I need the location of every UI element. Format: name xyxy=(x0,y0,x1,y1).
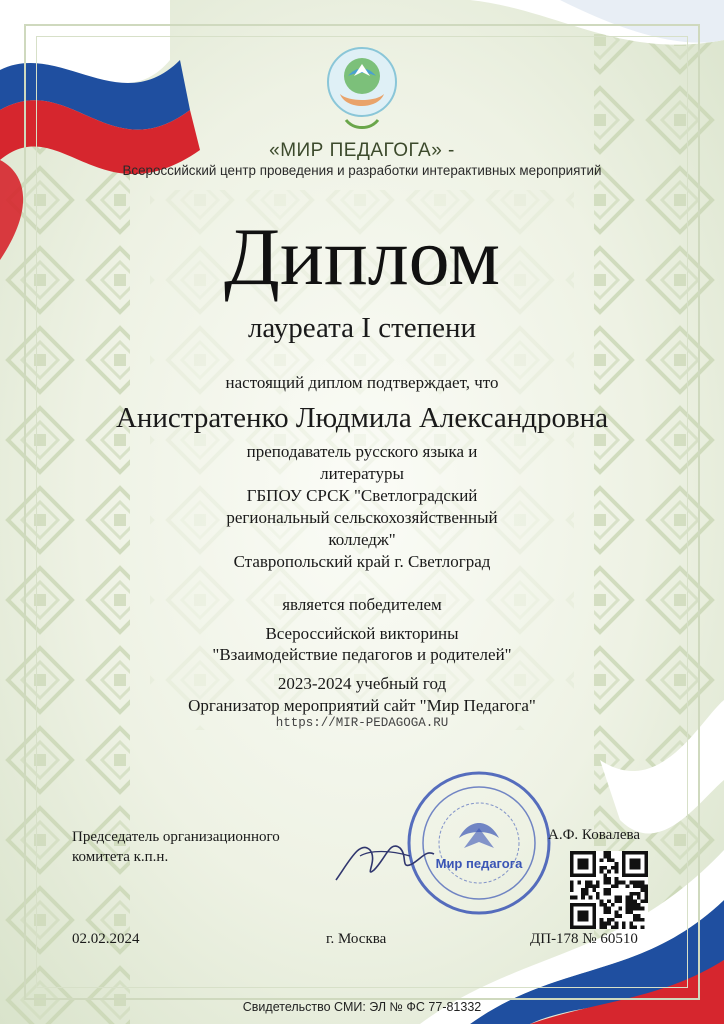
details-line: преподаватель русского языка и xyxy=(246,442,478,461)
signer-name: А.Ф. Ковалева xyxy=(548,827,641,843)
confirm-text: настоящий диплом подтверждает, что xyxy=(225,373,499,392)
issue-city: г. Москва xyxy=(326,931,387,947)
details-line: колледж" xyxy=(328,530,396,549)
qr-code[interactable] xyxy=(570,851,648,929)
details-line: литературы xyxy=(320,464,404,483)
logo-icon xyxy=(326,46,398,138)
year-block xyxy=(0,673,724,717)
chair-title xyxy=(72,827,280,867)
org-subtitle: Всероссийский центр проведения и разработки интерактивных мероприятий xyxy=(122,163,602,178)
winner-text: является победителем xyxy=(282,595,442,614)
details-line: Ставропольский край г. Светлоград xyxy=(233,552,491,571)
details-line: ГБПОУ СРСК "Светлоградский xyxy=(246,486,478,505)
details-line: региональный сельскохозяйственный xyxy=(226,508,498,527)
recipient-details xyxy=(0,441,724,573)
chair-line: комитета к.п.н. xyxy=(72,849,169,865)
contest-line: Всероссийской викторины xyxy=(265,624,459,643)
issue-date: 02.02.2024 xyxy=(72,931,140,947)
academic-year: 2023-2024 учебный год xyxy=(277,674,447,693)
organizer: Организатор мероприятий сайт "Мир Педагога" xyxy=(188,696,536,715)
diploma-subtitle: лауреата I степени xyxy=(247,312,477,344)
contest-name xyxy=(0,623,724,665)
media-certificate: Свидетельство СМИ: ЭЛ № ФС 77-81332 xyxy=(242,1000,482,1014)
contest-line: "Взаимодействие педагогов и родителей" xyxy=(212,645,512,664)
document-number: ДП-178 № 60510 xyxy=(530,931,638,947)
recipient-name: Анистратенко Людмила Александровна xyxy=(115,402,609,434)
diploma-title: Диплом xyxy=(224,211,500,302)
org-name: «МИР ПЕДАГОГА» - xyxy=(269,140,455,161)
site-url[interactable]: https://MIR-PEDAGOGA.RU xyxy=(275,716,449,730)
stamp-text: Мир педагога xyxy=(435,856,523,871)
signature xyxy=(330,820,440,890)
chair-line: Председатель организационного xyxy=(72,829,280,845)
